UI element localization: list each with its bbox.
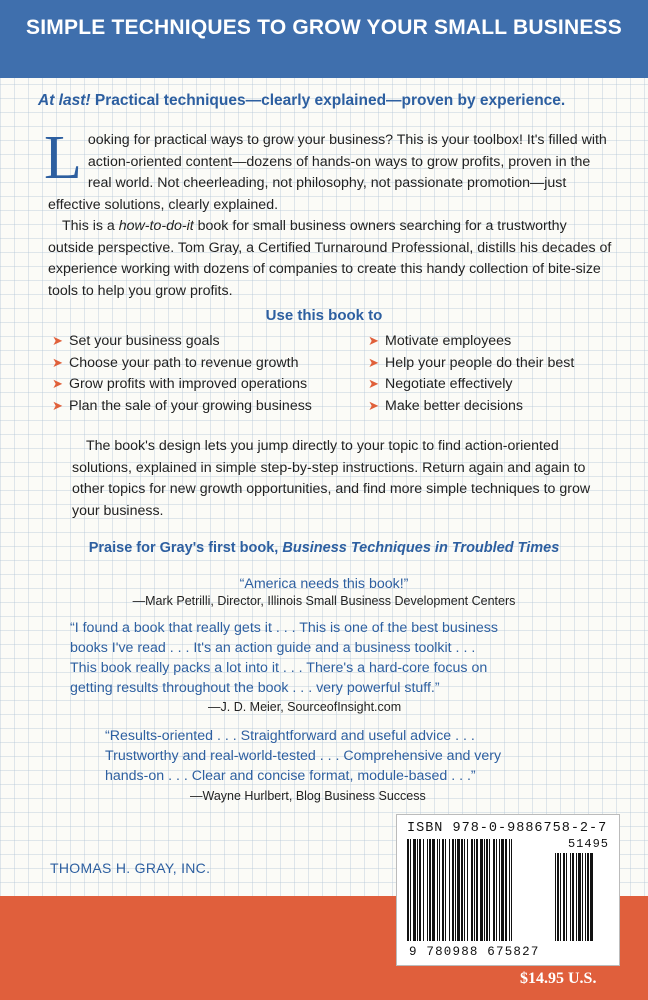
bullet-item (52, 330, 312, 352)
barcode-box (396, 814, 620, 966)
tagline (38, 92, 618, 110)
bullet-item (52, 395, 312, 417)
tagline-rest: Practical techniques—clearly explained—proven by experience. (90, 92, 566, 109)
intro-p1-text: ooking for practical ways to grow your business? This is your toolbox! It's filled with action-oriented content—dozens of hands-on ways to grow profits, proven in the real world. Not cheerleading, not philosophy, not passionate promotion—just effective solutions, clearly explained. (48, 132, 607, 213)
banner-title: SIMPLE TECHNIQUES TO GROW YOUR SMALL BUSINESS (26, 16, 622, 39)
bullet-item (52, 352, 312, 374)
bullet-text: Plan the sale of your growing business (69, 397, 312, 414)
bullet-item (368, 373, 574, 395)
arrow-icon: ➤ (52, 333, 63, 348)
quote-2-attribution: —J. D. Meier, SourceofInsight.com (208, 700, 402, 714)
top-banner (0, 0, 648, 78)
price-code: 51495 (567, 837, 609, 851)
quote-line: getting results throughout the book . . . very powerful stuff.” (70, 680, 440, 696)
arrow-icon: ➤ (52, 376, 63, 391)
intro-paragraph-2 (48, 216, 616, 302)
barcode-number: 9 780988 675827 (409, 945, 540, 959)
bullet-item (368, 352, 574, 374)
quote-line: Trustworthy and real-world-tested . . . Comprehensive and very (105, 748, 502, 764)
bullet-item (52, 373, 312, 395)
bullet-text: Make better decisions (385, 397, 524, 414)
intro-p2-emphasis: how-to-do-it (118, 218, 194, 234)
design-paragraph (72, 436, 604, 522)
intro-p2-a: This is a (62, 218, 119, 234)
bullet-text: Set your business goals (69, 333, 220, 349)
tagline-lead: At last! (38, 92, 91, 109)
bullet-text: Motivate employees (385, 333, 512, 349)
publisher-name: THOMAS H. GRAY, INC. (50, 860, 211, 876)
bullet-text: Negotiate effectively (385, 376, 513, 392)
arrow-icon: ➤ (368, 376, 379, 391)
quote-3 (105, 726, 585, 786)
bullet-item (368, 330, 574, 352)
quote-2 (70, 618, 590, 698)
intro-text (44, 124, 616, 302)
arrow-icon: ➤ (368, 354, 379, 370)
quote-line: “Results-oriented . . . Straightforward and useful advice . . . (105, 728, 475, 744)
quote-line: hands-on . . . Clear and concise format, module-based . . .” (105, 768, 476, 784)
design-text: The book's design lets you jump directly to your topic to find action-oriented solutions, explained in simple step-by-step instructions. Return again and again to other topics for new growth opportunities, and find more simple techniques to grow your business. (72, 438, 591, 519)
arrow-icon: ➤ (52, 397, 63, 413)
praise-heading-text: Praise for Gray's first book, (88, 540, 283, 556)
bullet-text: Choose your path to revenue growth (69, 354, 299, 371)
intro-paragraph-1 (44, 124, 616, 216)
bullet-text: Help your people do their best (385, 354, 575, 371)
isbn-text: ISBN 978-0-9886758-2-7 (407, 821, 608, 836)
quote-line: This book really packs a lot into it . . . There's a hard-core focus on (70, 660, 488, 676)
bullet-item (368, 395, 574, 417)
bullet-list-right (368, 330, 574, 416)
use-this-book-heading: Use this book to (265, 307, 383, 324)
drop-cap: L (44, 124, 82, 192)
quote-3-attribution: —Wayne Hurlbert, Blog Business Success (190, 789, 426, 803)
quote-1: “America needs this book!” (239, 576, 409, 592)
barcode-icon (407, 839, 607, 943)
quote-line: books I've read . . . It's an action guide and a business toolkit . . . (70, 640, 476, 656)
bullet-list-left (52, 330, 312, 416)
bullet-text: Grow profits with improved operations (69, 376, 308, 392)
praise-book-title: Business Techniques in Troubled Times (282, 540, 560, 556)
arrow-icon: ➤ (52, 354, 63, 370)
arrow-icon: ➤ (368, 397, 379, 413)
intro-p2-b: book for small business owners searching for a trustworthy outside perspective. Tom Gray, a Certified Turnaround Professional, distills his decades of experience working with dozens of companies to create this handy collection of bite-size tools to help you grow profits. (48, 218, 612, 299)
quote-1-attribution: —Mark Petrilli, Director, Illinois Small Business Development Centers (132, 594, 516, 608)
price-label: $14.95 U.S. (520, 970, 597, 987)
quote-line: “I found a book that really gets it . . . This is one of the best business (70, 620, 498, 636)
arrow-icon: ➤ (368, 333, 379, 348)
praise-heading (0, 540, 648, 556)
